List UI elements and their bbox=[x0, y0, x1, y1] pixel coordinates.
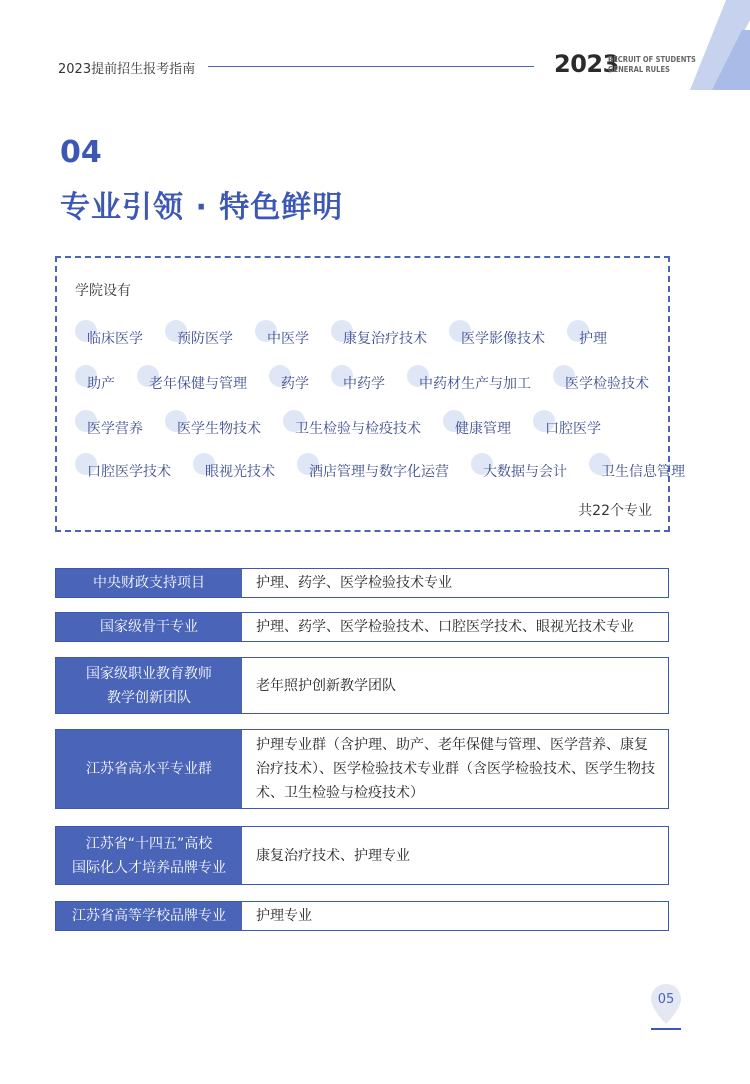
major-label: 药学 bbox=[281, 376, 309, 392]
major-tag bbox=[271, 373, 309, 393]
major-tag bbox=[139, 373, 247, 393]
major-tag bbox=[299, 461, 449, 481]
major-tag bbox=[409, 373, 531, 393]
major-label: 口腔医学 bbox=[545, 421, 601, 437]
feature-value: 护理、药学、医学检验技术、口腔医学技术、眼视光技术专业 bbox=[256, 619, 634, 635]
feature-label: 江苏省高等学校品牌专业 bbox=[56, 902, 242, 930]
major-label: 临床医学 bbox=[87, 331, 143, 347]
header-divider bbox=[208, 66, 534, 67]
feature-label: 国家级骨干专业 bbox=[56, 613, 242, 641]
feature-label: 中央财政支持项目 bbox=[56, 569, 242, 597]
feature-row bbox=[55, 657, 669, 714]
major-tag bbox=[555, 373, 649, 393]
section-title: 专业引领 · 特色鲜明 bbox=[60, 190, 344, 225]
feature-row bbox=[55, 901, 669, 931]
page-number: 05 bbox=[657, 992, 675, 1007]
major-tag bbox=[333, 373, 385, 393]
major-label: 口腔医学技术 bbox=[87, 464, 171, 480]
major-tag bbox=[535, 418, 601, 438]
feature-label: 江苏省“十四五”高校 国际化人才培养品牌专业 bbox=[56, 827, 242, 884]
major-tag bbox=[77, 328, 143, 348]
page-number-underline bbox=[651, 1028, 681, 1030]
major-tag bbox=[257, 328, 309, 348]
major-label: 医学生物技术 bbox=[177, 421, 261, 437]
major-label: 卫生信息管理 bbox=[601, 464, 685, 480]
majors-panel bbox=[55, 256, 685, 532]
major-tag bbox=[167, 328, 233, 348]
feature-value: 老年照护创新教学团队 bbox=[256, 677, 396, 694]
major-label: 助产 bbox=[87, 376, 115, 392]
major-tag bbox=[77, 418, 143, 438]
major-label: 中医学 bbox=[267, 331, 309, 347]
feature-value: 护理、药学、医学检验技术专业 bbox=[256, 575, 452, 591]
major-tag bbox=[167, 418, 261, 438]
major-label: 老年保健与管理 bbox=[149, 376, 247, 392]
feature-value: 护理专业群（含护理、助产、老年保健与管理、医学营养、康复治疗技术）、医学检验技术专业群（含医学检验技术、医学生物技术、卫生检验与检疫技术） bbox=[256, 737, 655, 801]
major-label: 医学营养 bbox=[87, 421, 143, 437]
majors-row bbox=[77, 418, 625, 438]
majors-row bbox=[77, 461, 709, 481]
major-tag bbox=[77, 373, 115, 393]
major-tag bbox=[569, 328, 607, 348]
corner-stripes-decoration bbox=[690, 0, 750, 90]
section-number: 04 bbox=[60, 135, 102, 170]
feature-value: 康复治疗技术、护理专业 bbox=[256, 847, 410, 864]
majors-row bbox=[77, 373, 673, 393]
header-subtitle bbox=[608, 55, 696, 75]
feature-row bbox=[55, 612, 669, 642]
majors-intro: 学院设有 bbox=[75, 283, 131, 299]
major-tag bbox=[77, 461, 171, 481]
major-label: 卫生检验与检疫技术 bbox=[295, 421, 421, 437]
major-label: 健康管理 bbox=[455, 421, 511, 437]
major-label: 中药学 bbox=[343, 376, 385, 392]
major-label: 预防医学 bbox=[177, 331, 233, 347]
guide-title: 2023提前招生报考指南 bbox=[58, 62, 196, 77]
major-label: 护理 bbox=[579, 331, 607, 347]
major-label: 酒店管理与数字化运营 bbox=[309, 464, 449, 480]
major-tag bbox=[451, 328, 545, 348]
major-label: 康复治疗技术 bbox=[343, 331, 427, 347]
major-label: 大数据与会计 bbox=[483, 464, 567, 480]
major-label: 医学影像技术 bbox=[461, 331, 545, 347]
feature-row bbox=[55, 729, 669, 809]
majors-total: 共22个专业 bbox=[578, 503, 652, 519]
feature-value: 护理专业 bbox=[256, 908, 312, 924]
major-tag bbox=[445, 418, 511, 438]
major-tag bbox=[333, 328, 427, 348]
header-year: 2023 bbox=[554, 50, 619, 78]
feature-label: 江苏省高水平专业群 bbox=[56, 730, 242, 808]
major-label: 眼视光技术 bbox=[205, 464, 275, 480]
major-label: 医学检验技术 bbox=[565, 376, 649, 392]
feature-row bbox=[55, 826, 669, 885]
major-tag bbox=[591, 461, 685, 481]
feature-row bbox=[55, 568, 669, 598]
major-label: 中药材生产与加工 bbox=[419, 376, 531, 392]
major-tag bbox=[473, 461, 567, 481]
feature-label: 国家级职业教育教师 教学创新团队 bbox=[56, 658, 242, 713]
majors-row bbox=[77, 328, 631, 348]
major-tag bbox=[285, 418, 421, 438]
major-tag bbox=[195, 461, 275, 481]
header-subtitle-line1: RECRUIT OF STUDENTS bbox=[608, 55, 696, 64]
header-subtitle-line2: GENERAL RULES bbox=[608, 65, 670, 74]
